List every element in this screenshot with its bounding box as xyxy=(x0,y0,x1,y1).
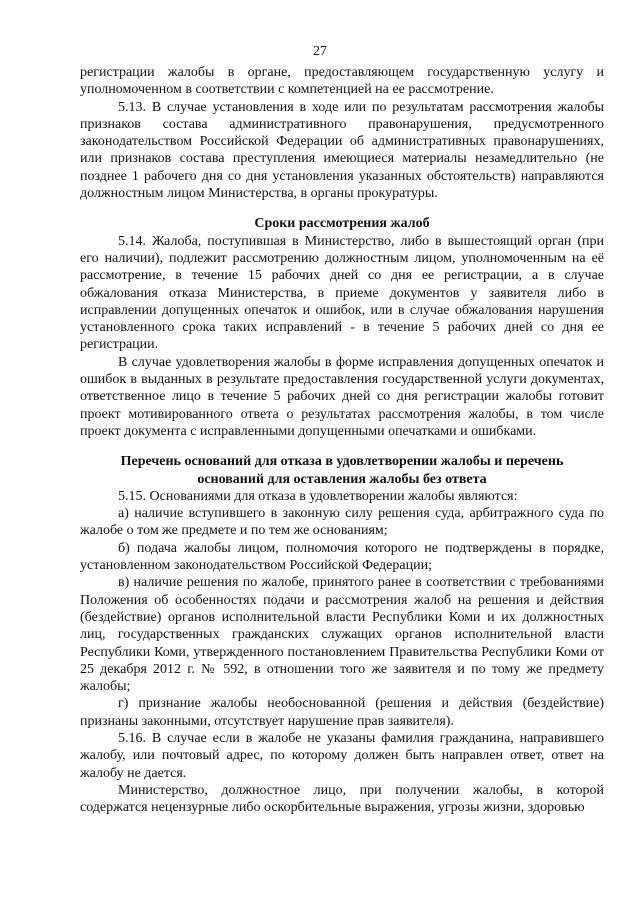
paragraph-5-16: 5.16. В случае если в жалобе не указаны фамилия гражданина, направившего жалобу, или почтовый адрес, по которому должен быть направлен ответ, ответ на жалобу не дается. xyxy=(80,730,604,781)
list-item-g: г) признание жалобы необоснованной (решения и действия (бездействие) признаны законными, отсутствует нарушение прав заявителя). xyxy=(80,696,604,729)
section-heading-line-1: Перечень оснований для отказа в удовлетворении жалобы и перечень xyxy=(120,454,564,470)
paragraph-ministry-abusive: Министерство, должностное лицо, при получении жалобы, в которой содержатся нецензурные либо оскорбительные выражения, угрозы жизни, здоровью xyxy=(80,782,604,816)
paragraph-correction-response: В случае удовлетворения жалобы в форме исправления допущенных опечаток и ошибок в выданных в результате предоставления государственной услуги документах, ответственное лицо в течение 5 рабочих дней со дня регистрации жалобы готовит проект мотивированного ответа о результатах рассмотрения жалобы, в том числе проект документа с исправленными допущенными опечатками и ошибками. xyxy=(80,354,604,439)
paragraph-5-14: 5.14. Жалоба, поступившая в Министерство, либо в вышестоящий орган (при его наличии), подлежит рассмотрению должностным лицом, уполномоченным на её рассмотрение, в течение 15 рабочих дней со дня ее регистрации, а в случае обжалования отказа Министерства, в приеме документов у заявителя либо в исправлении допущенных опечаток и ошибок, или в случае обжалования нарушения установленного срока таких исправлений - в течение 5 рабочих дней со дня ее регистрации. xyxy=(80,233,604,353)
paragraph-continuation: регистрации жалобы в органе, предоставляющем государственную услугу и уполномоченном в соответствии с компетенцией на ее рассмотрение. xyxy=(80,65,604,98)
section-heading-refusal-grounds xyxy=(80,453,604,488)
paragraph-5-15: 5.15. Основаниями для отказа в удовлетворении жалобы являются: xyxy=(118,488,518,504)
document-body xyxy=(80,64,604,816)
list-item-v: в) наличие решения по жалобе, принятого ранее в соответствии с требованиями Положения об особенностях подачи и рассмотрения жалоб на решения и действия (бездействие) органов исполнительной власти Республики Коми и их должностных лиц, государственных гражданских служащих органов исполнительной власти Республики Коми, утвержденного постановлением Правительства Республики Коми от 25 декабря 2012 г. № 592, в отношении того же заявителя и по тому же предмету жалобы; xyxy=(80,575,604,695)
paragraph-5-13: 5.13. В случае установления в ходе или по результатам рассмотрения жалобы признаков состава административного правонарушения, предусмотренного законодательством Российской Федерации об административных правонарушениях, или признаков состава преступления имеющиеся материалы незамедлительно (не позднее 1 рабочего дня со дня установления указанных обстоятельств) направляются должностным лицом Министерства, в органы прокуратуры. xyxy=(80,99,604,202)
list-item-b: б) подача жалобы лицом, полномочия которого не подтверждены в порядке, установленном законодательством Российской Федерации; xyxy=(80,540,604,574)
page-number: 27 xyxy=(313,44,327,59)
section-heading-line-2: оснований для оставления жалобы без ответа xyxy=(197,471,487,487)
section-heading-review-terms: Сроки рассмотрения жалоб xyxy=(254,216,430,232)
list-item-a: а) наличие вступившего в законную силу решения суда, арбитражного суда по жалобе о том же предмете и по тем же основаниям; xyxy=(80,506,604,539)
